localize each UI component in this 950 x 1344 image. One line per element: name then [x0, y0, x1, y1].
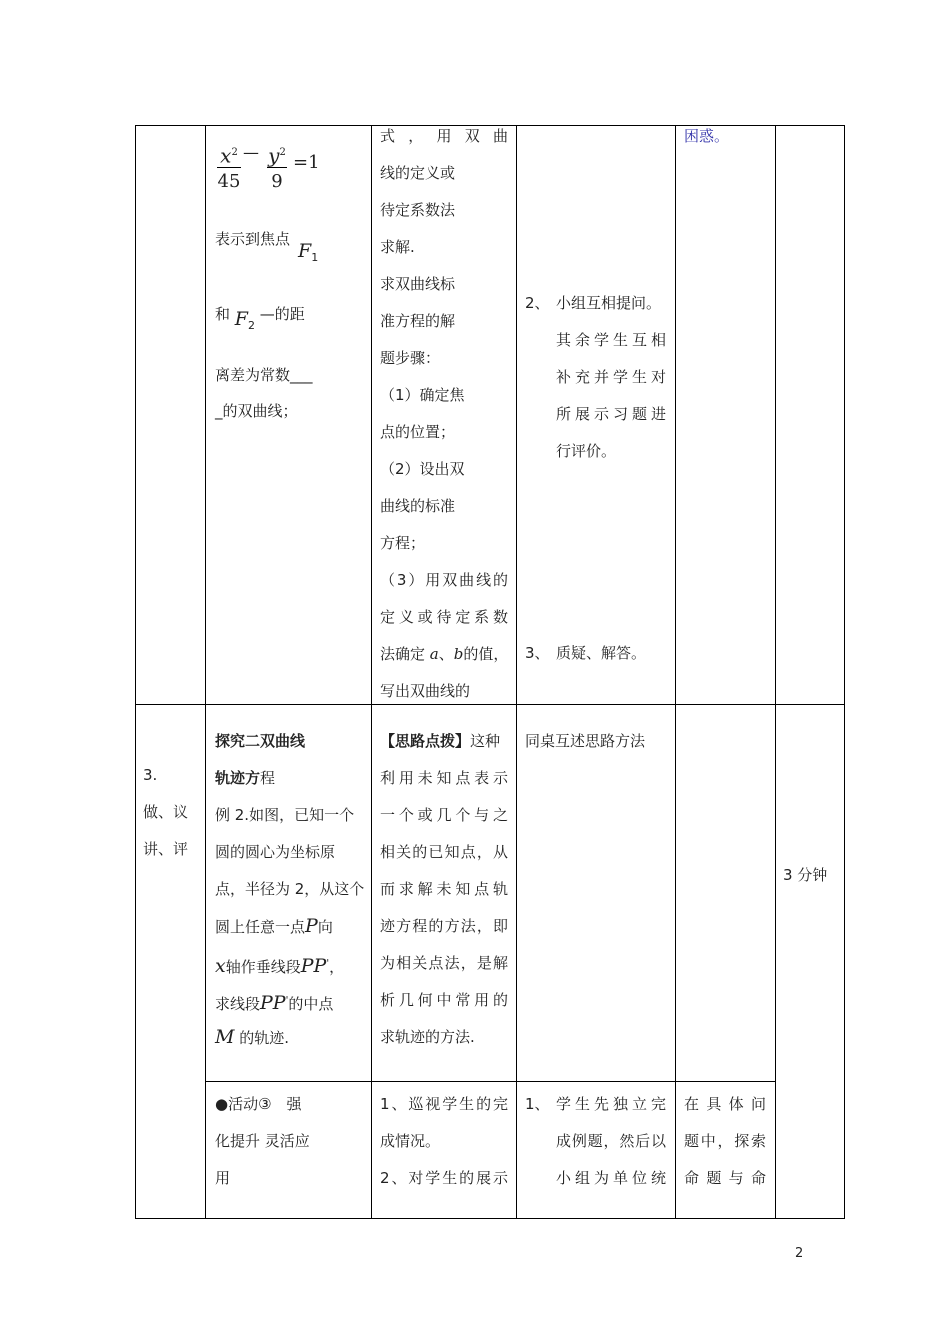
item-2-number: 2、 — [525, 294, 550, 312]
text-line: （3）用双曲线的 — [380, 571, 508, 589]
text-line: 在具体问 — [684, 1095, 766, 1113]
section-title: 探究二双曲线 — [215, 732, 306, 750]
text-line: 相关的已知点，从 — [380, 843, 508, 861]
focus-f1: $F_1$ — [298, 240, 319, 264]
text-line: 成情况。 — [380, 1132, 441, 1150]
text-line: 用 — [215, 1169, 231, 1187]
text-line: 点，半径为 2，从这个 — [215, 880, 365, 898]
text-line: 写出双曲线的 — [380, 682, 471, 700]
column-divider-5 — [775, 125, 776, 1219]
text-line: 行评价。 — [556, 442, 617, 460]
row2-content — [215, 723, 365, 1056]
text-line: 为相关点法，是解 — [380, 954, 508, 972]
text-line: 圆的圆心为坐标原 — [215, 843, 336, 861]
section-subtitle: 轨迹方程 — [215, 769, 276, 787]
text-line-x-axis: x轴作垂线段PP'， — [215, 955, 345, 977]
text-hyperbola: _的双曲线； — [215, 402, 298, 420]
item-3-number: 3、 — [525, 644, 550, 662]
text-line: 求轨迹的方法. — [380, 1028, 475, 1046]
text-line: 【思路点拨】这种 — [380, 732, 501, 750]
text-line: 方程； — [380, 534, 426, 552]
text-line: 迹方程的方法，即 — [380, 917, 508, 935]
text-line: 例 2.如图，已知一个 — [215, 806, 355, 824]
text-line: 析几何中常用的 — [380, 991, 508, 1009]
table-border-bottom — [135, 1218, 845, 1219]
table-border-right — [844, 125, 845, 1219]
formula-minus: — — [243, 143, 259, 162]
text-line: 题步骤： — [380, 349, 441, 367]
text-line: 其余学生互相 — [556, 331, 666, 349]
text-line: 一个或几个与之 — [380, 806, 508, 824]
row1-teacher-activity — [380, 118, 508, 710]
duration: 3 分钟 — [783, 866, 828, 884]
text-line: 讲、评 — [143, 840, 189, 858]
text-line-point-m: M 的轨迹. — [215, 1026, 290, 1048]
column-divider-1 — [205, 125, 206, 1219]
text-line: 准方程的解 — [380, 312, 456, 330]
text-line: 3. — [143, 766, 158, 784]
text-line: 待定系数法 — [380, 201, 456, 219]
text-line: 曲线的标准 — [380, 497, 456, 515]
row3-design-intent — [684, 1086, 766, 1197]
text-line: 线的定义或 — [380, 164, 456, 182]
column-divider-2 — [371, 125, 372, 1219]
column-divider-3 — [516, 125, 517, 1219]
row2-teacher-activity — [380, 723, 508, 1056]
column-divider-4 — [675, 125, 676, 1219]
text-represent-focus: 表示到焦点 — [215, 230, 291, 248]
row2-student-activity: 同桌互述思路方法 — [525, 732, 646, 750]
table-border-left — [135, 125, 136, 1219]
row3-student-activity — [556, 1086, 666, 1197]
text-line: 做、议 — [143, 803, 189, 821]
text-line: 2、对学生的展示 — [380, 1169, 508, 1187]
text-line: 所展示习题进 — [556, 405, 666, 423]
text-line: 题中，探索 — [684, 1132, 766, 1150]
row-divider-2 — [205, 1081, 775, 1082]
text-line: 点的位置； — [380, 423, 456, 441]
text-line: 学生先独立完 — [556, 1095, 666, 1113]
text-line: 化提升 灵活应 — [215, 1132, 310, 1150]
item-1-number: 1、 — [525, 1095, 550, 1113]
text-line: 小组互相提问。 — [556, 294, 662, 312]
text-and-f2-distance: 和 $F_2$ —的距 — [215, 305, 305, 332]
page-number: 2 — [795, 1246, 804, 1261]
text-line: ●活动③ 强 — [215, 1095, 302, 1113]
activity-3-title — [215, 1086, 310, 1197]
fraction-x-over-45: $x^2$ 45 — [217, 143, 241, 192]
text-line: 补充并学生对 — [556, 368, 666, 386]
text-line: 利用未知点表示 — [380, 769, 508, 787]
text-line: 定义或待定系数 — [380, 608, 508, 626]
lesson-plan-table — [135, 125, 845, 1219]
text-line: 求解. — [380, 238, 415, 256]
text-line: （2）设出双 — [380, 460, 465, 478]
fraction-y-over-9: $y^2$ 9 — [268, 143, 286, 192]
text-line-point-p: 圆上任意一点P向 — [215, 915, 333, 937]
text-line-midpoint: 求线段PP'的中点 — [215, 992, 334, 1014]
row3-teacher-activity — [380, 1086, 508, 1197]
text-line: 而求解未知点轨 — [380, 880, 508, 898]
text-confusion: 困惑。 — [684, 127, 730, 145]
text-line: 小组为单位统 — [556, 1169, 666, 1187]
row1-student-activity — [556, 285, 666, 470]
text-line: 求双曲线标 — [380, 275, 456, 293]
text-line: 成例题，然后以 — [556, 1132, 666, 1150]
step-number — [143, 757, 188, 868]
formula-equals-one: =1 — [293, 152, 320, 173]
text-constant-difference: 离差为常数___ — [215, 366, 313, 384]
text-line: 命题与命 — [684, 1169, 766, 1187]
text-line: （1）确定焦 — [380, 386, 465, 404]
item-3-text: 质疑、解答。 — [556, 644, 647, 662]
text-line: 式，用双曲 — [380, 127, 508, 145]
text-line-ab: 法确定 a、b的值， — [380, 645, 509, 663]
text-line: 1、巡视学生的完 — [380, 1095, 508, 1113]
